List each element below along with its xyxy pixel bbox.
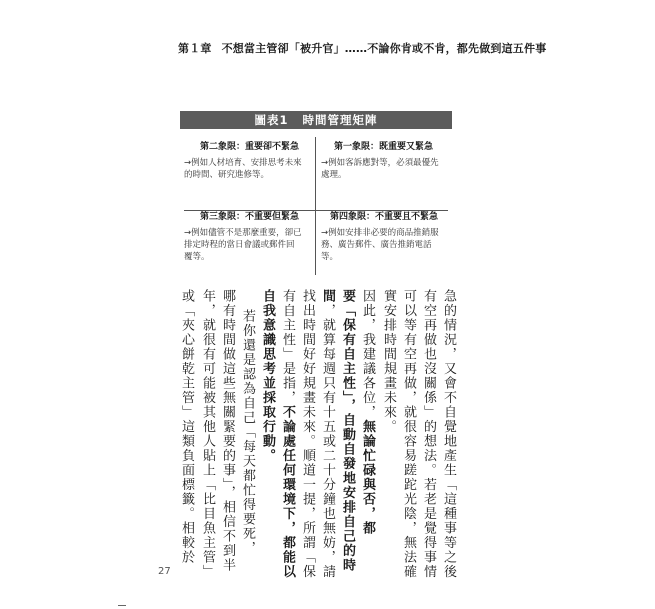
chapter-title: 不想當主管卻「被升官」……不論你肯或不肯，都先做到這五件事: [221, 42, 547, 55]
figure-label: 圖表1: [254, 113, 289, 127]
text-column: 自我意識思考並採取行動。: [260, 289, 275, 463]
text-run: ，就算每週只有十五或二十分鐘也無妨，請: [320, 303, 335, 579]
quadrant-2-heading: 第二象限：重要卻不緊急: [200, 142, 300, 152]
figure-title: 時間管理矩陣: [302, 113, 378, 127]
quadrant-4-heading: 第四象限：不重要且不緊急: [330, 212, 439, 222]
text-run: 因此，我建議各位，: [360, 289, 375, 420]
emphasis-run: 無論忙碌與否，都: [360, 419, 375, 536]
text-column: [277, 289, 297, 579]
text-column: [317, 289, 337, 579]
running-header: [178, 40, 546, 56]
quadrant-3-text: →例如儘管不是那麼重要，卻已排定時程的當日會議或郵件回覆等。: [184, 228, 302, 262]
text-column: [357, 289, 377, 536]
quadrant-4-text: →例如安排非必要的商品推銷服務、廣告郵件、廣告推銷電話等。: [321, 228, 439, 262]
text-column: 找出時間好好規畫未來。順道一提，所謂「保: [300, 289, 315, 579]
text-column: 急的情況，又會不自覺地產生「這種事等之後: [441, 289, 456, 579]
text-column: 若你還是認為自己「每天都忙得要死，: [240, 309, 255, 556]
time-management-matrix: [180, 111, 452, 276]
chapter-number: 第１章: [178, 42, 212, 55]
text-column: 可以等有空再做，就很容易蹉跎光陰，無法確: [401, 289, 416, 579]
quadrant-1-heading: 第一象限：既重要又緊急: [334, 142, 434, 152]
text-column: 實安排時間規畫未來。: [381, 289, 396, 434]
text-column: 有空再做也沒關係」的想法。若老是覺得事情: [421, 289, 436, 579]
vertical-axis: [315, 137, 316, 275]
text-column: 哪有時間做這些無關緊要的事」，相信不到半: [220, 289, 235, 573]
page-number: 27: [158, 566, 171, 577]
figure-title-bar: [180, 111, 452, 129]
quadrant-3-heading: 第三象限：不重要但緊急: [200, 212, 300, 222]
emphasis-run: 間: [320, 289, 335, 304]
quadrant-1-text: →例如客訴應對等，必須最優先處理。: [321, 158, 439, 180]
text-column: 或「夾心餅乾主管」這類負面標籤。相較於: [179, 289, 194, 565]
emphasis-run: 不論處任何環境下，都能以: [280, 405, 295, 579]
text-column: 年，就很有可能被其他人貼上「比目魚主管」: [200, 289, 215, 579]
crop-mark: [118, 605, 126, 606]
quadrant-2-text: →例如人材培育、安排思考未來的時間、研究進修等。: [184, 158, 302, 180]
text-run: 有自主性」是指，: [280, 289, 295, 405]
text-column: 要「保有自主性」，自動自發地安排自己的時: [340, 289, 355, 573]
